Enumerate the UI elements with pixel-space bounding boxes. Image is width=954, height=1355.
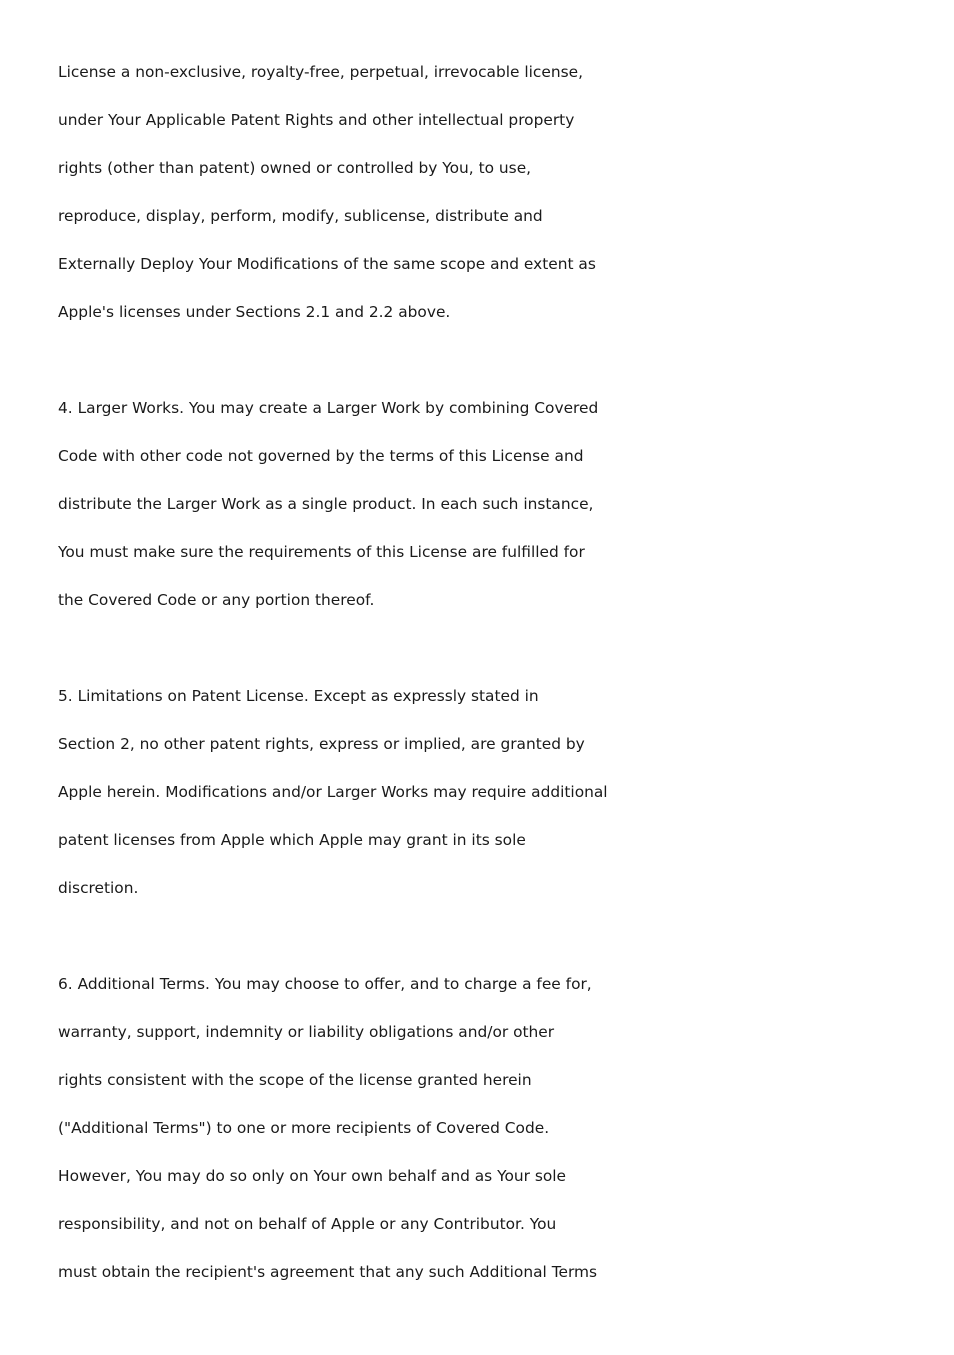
text-line: must obtain the recipient's agreement that any such Additional Terms (58, 1263, 598, 1281)
text-line: Apple's licenses under Sections 2.1 and 2.2 above. (58, 303, 451, 321)
paragraph-license-grant (58, 59, 638, 347)
text-line: 4. Larger Works. You may create a Larger Work by combining Covered (58, 399, 599, 417)
paragraph-patent-limitations (58, 683, 638, 923)
document-page (58, 59, 638, 1355)
text-line: ("Additional Terms") to one or more recipients of Covered Code. (58, 1119, 550, 1137)
text-line: distribute the Larger Work as a single product. In each such instance, (58, 495, 594, 513)
text-line: responsibility, and not on behalf of Apple or any Contributor. You (58, 1215, 557, 1233)
text-line: rights (other than patent) owned or controlled by You, to use, (58, 159, 532, 177)
text-line: rights consistent with the scope of the license granted herein (58, 1071, 532, 1089)
text-line: Apple herein. Modifications and/or Larger Works may require additional (58, 783, 608, 801)
text-line: Externally Deploy Your Modifications of the same scope and extent as (58, 255, 596, 273)
text-line: patent licenses from Apple which Apple may grant in its sole (58, 831, 526, 849)
text-line: discretion. (58, 879, 139, 897)
text-line: Section 2, no other patent rights, express or implied, are granted by (58, 735, 585, 753)
text-line: Code with other code not governed by the terms of this License and (58, 447, 584, 465)
text-line: However, You may do so only on Your own behalf and as Your sole (58, 1167, 567, 1185)
paragraph-additional-terms (58, 971, 638, 1307)
text-line: 6. Additional Terms. You may choose to offer, and to charge a fee for, (58, 975, 592, 993)
text-line: 5. Limitations on Patent License. Except as expressly stated in (58, 687, 539, 705)
text-line: the Covered Code or any portion thereof. (58, 591, 375, 609)
text-line: under Your Applicable Patent Rights and other intellectual property (58, 111, 575, 129)
text-line: License a non-exclusive, royalty-free, perpetual, irrevocable license, (58, 63, 583, 81)
text-line: You must make sure the requirements of this License are fulfilled for (58, 543, 585, 561)
paragraph-larger-works (58, 395, 638, 635)
text-line: warranty, support, indemnity or liability obligations and/or other (58, 1023, 555, 1041)
text-line: reproduce, display, perform, modify, sublicense, distribute and (58, 207, 543, 225)
